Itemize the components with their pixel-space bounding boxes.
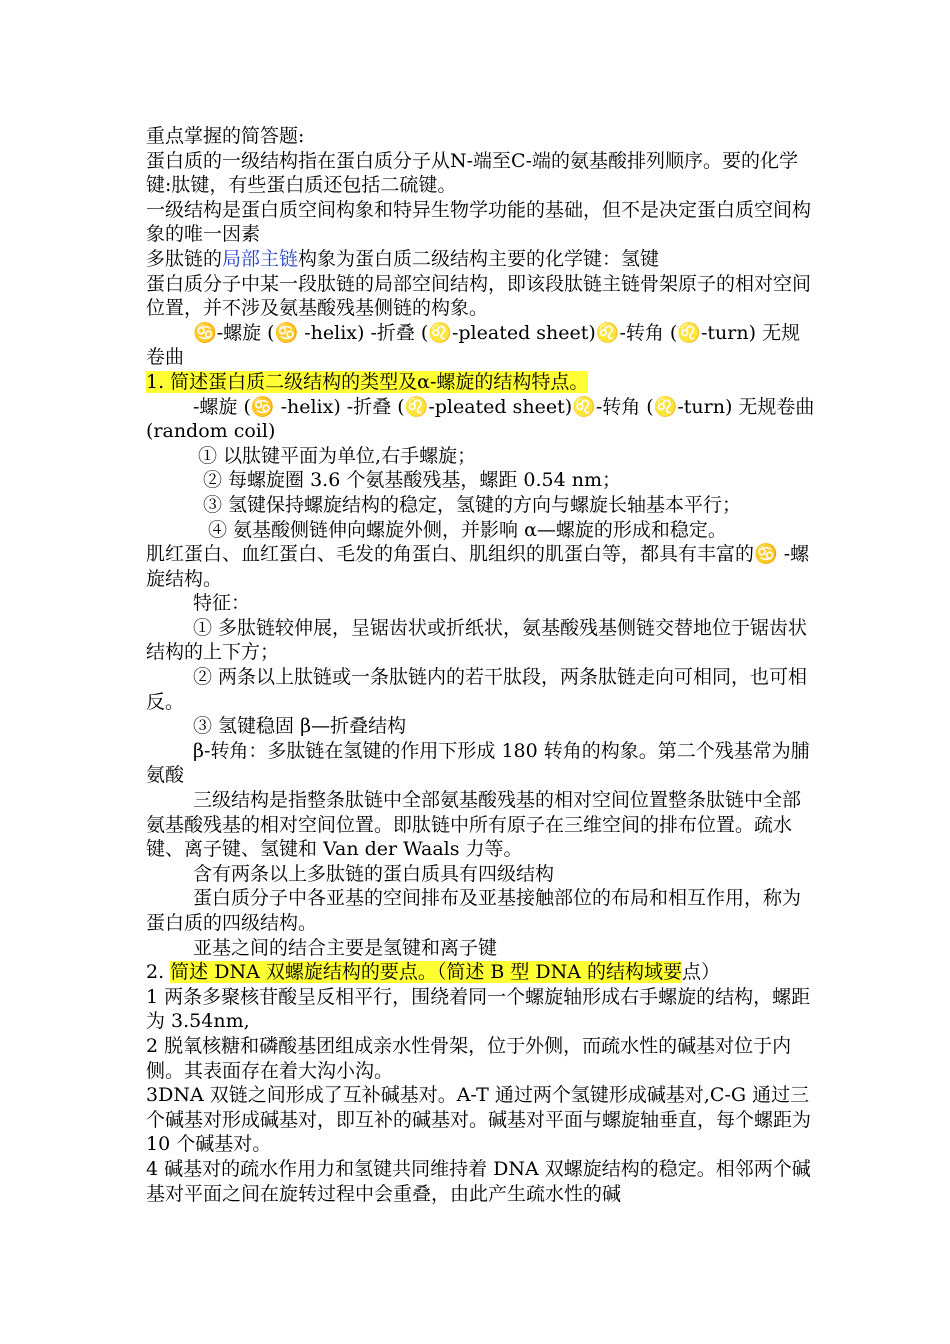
- text-span: 多肽链的: [146, 247, 223, 270]
- beta-sheet-point-3: ③ 氢键稳固 β—折叠结构: [193, 715, 407, 738]
- paragraph-secondary-definition: 蛋白质分子中某一段肽链的局部空间结构，即该段肽链主链骨架原子的相对空间位置，并不涉及氨基酸残基侧链的构象。: [146, 272, 812, 320]
- paragraph-primary-structure-basis: 一级结构是蛋白质空间构象和特异生物学功能的基础，但不是决定蛋白质空间构象的唯一因素: [146, 198, 812, 246]
- dna-point-3: 3DNA 双链之间形成了互补碱基对。A-T 通过两个氢键形成碱基对,C-G 通过三个碱基对形成碱基对，即互补的碱基对。碱基对平面与螺旋轴垂直，每个螺距为 10 个碱基对。: [146, 1084, 812, 1156]
- alpha-helix-point-4: ④ 氨基酸侧链伸向螺旋外侧，并影响 α—螺旋的形成和稳定。: [208, 518, 727, 541]
- paragraph-secondary-types: ♋-螺旋 (♋ -helix) -折叠 (♌-pleated sheet)♌-转角 (♌-turn) 无规卷曲: [146, 321, 801, 369]
- paragraph-quaternary-definition: 蛋白质分子中各亚基的空间排布及亚基接触部位的布局和相互作用，称为蛋白质的四级结构。: [146, 887, 802, 934]
- alpha-helix-point-3: ③ 氢键保持螺旋结构的稳定，氢键的方向与螺旋长轴基本平行；: [203, 493, 742, 516]
- document-body: [146, 124, 816, 1206]
- beta-sheet-point-1: ① 多肽链较伸展，呈锯齿状或折纸状，氨基酸残基侧链交替地位于锯齿状结构的上下方；: [146, 616, 808, 664]
- heading-short-answers: 重点掌握的简答题:: [146, 125, 305, 147]
- alpha-helix-point-1: ① 以肽键平面为单位,右手螺旋；: [198, 444, 477, 467]
- local-main-chain-link[interactable]: 局部主链: [222, 247, 299, 270]
- paragraph-alpha-examples: 肌红蛋白、血红蛋白、毛发的角蛋白、肌组织的肌蛋白等，都具有丰富的♋ -螺旋结构。: [146, 543, 810, 590]
- paragraph-secondary-bond: [146, 247, 816, 272]
- dna-point-4: 4 碱基对的疏水作用力和氢键共同维持着 DNA 双螺旋结构的稳定。相邻两个碱基对平面之间在旋转过程中会重叠，由此产生疏水性的碱: [146, 1157, 811, 1205]
- text-span: 点）: [682, 961, 721, 984]
- text-span: 构象为蛋白质二级结构主要的化学键：氢键: [298, 247, 660, 270]
- dna-point-2: 2 脱氧核糖和磷酸基团组成亲水性骨架，位于外侧，而疏水性的碱基对位于内侧。其表面存在着大沟小沟。: [146, 1034, 792, 1082]
- highlighted-question: 简述 DNA 双螺旋结构的要点。（简述 B 型 DNA 的结构域要: [170, 961, 683, 984]
- paragraph-subunit-bonds: 亚基之间的结合主要是氢键和离子键: [193, 936, 498, 959]
- question-2-heading: [146, 960, 816, 985]
- alpha-helix-point-2: ② 每螺旋圈 3.6 个氨基酸残基，螺距 0.54 nm；: [203, 469, 621, 492]
- highlighted-question: 1. 简述蛋白质二级结构的类型及α-螺旋的结构特点。: [146, 370, 589, 393]
- beta-sheet-point-2: ② 两条以上肽链或一条肽链内的若干肽段，两条肽链走向可相同，也可相反。: [146, 666, 808, 713]
- paragraph-beta-turn: β-转角：多肽链在氢键的作用下形成 180 转角的构象。第二个残基常为脯氨酸: [146, 739, 810, 787]
- question-1-heading: [146, 370, 816, 395]
- paragraph-tertiary-structure: 三级结构是指整条肽链中全部氨基酸残基的相对空间位置整条肽链中全部氨基酸残基的相对空间位置。即肽链中所有原子在三维空间的排布位置。疏水键、离子键、氢键和 Van der Waals 力等。: [146, 789, 802, 861]
- beta-sheet-features-label: 特征：: [193, 592, 251, 615]
- question-number: 2.: [146, 961, 171, 984]
- paragraph-quaternary-intro: 含有两条以上多肽链的蛋白质具有四级结构: [193, 862, 555, 885]
- paragraph-secondary-types-2: -螺旋 (♋ -helix) -折叠 (♌-pleated sheet)♌-转角 (♌-turn) 无规卷曲 (random coil): [146, 395, 815, 443]
- paragraph-primary-structure: 蛋白质的一级结构指在蛋白质分子从N-端至C-端的氨基酸排列顺序。要的化学键:肽键，有些蛋白质还包括二硫键。: [146, 149, 799, 197]
- dna-point-1: 1 两条多聚核苷酸呈反相平行，围绕着同一个螺旋轴形成右手螺旋的结构，螺距为 3.54nm,: [146, 985, 811, 1033]
